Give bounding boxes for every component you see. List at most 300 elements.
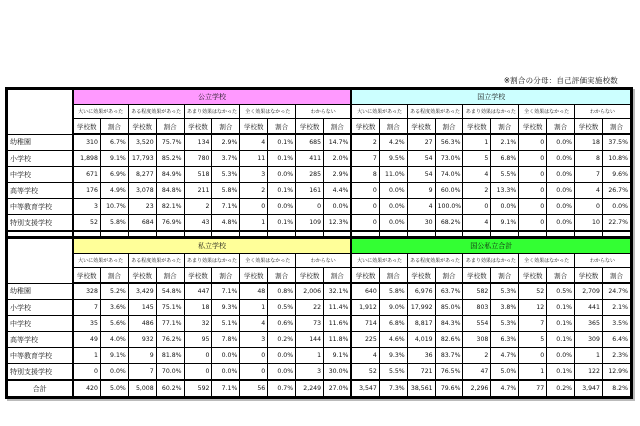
school-count-cell: 0 <box>519 215 547 232</box>
ratio-cell: 73.0% <box>435 151 463 167</box>
school-count-cell: 32 <box>184 316 212 332</box>
table-row <box>8 283 631 300</box>
school-count-cell: 4 <box>240 134 268 151</box>
school-count-cell: 7 <box>73 300 101 316</box>
school-count-cell: 4,019 <box>407 332 435 348</box>
ratio-cell: 30.0% <box>324 364 352 381</box>
school-count-cell: 27 <box>407 134 435 151</box>
ratio-cell: 0.5% <box>268 300 296 316</box>
ratio-cell: 0.1% <box>268 134 296 151</box>
ratio-cell: 10.7% <box>100 199 128 215</box>
table-public-national <box>5 87 633 250</box>
row-label: 特別支援学校 <box>8 215 73 232</box>
row-label: 中学校 <box>8 167 73 183</box>
category-header: ある程度効果があった <box>407 254 463 268</box>
ratio-cell: 9.1% <box>100 151 128 167</box>
ratio-cell: 4.4% <box>324 183 352 199</box>
denominator-note: ※割合の分母：自己評価実施校数 <box>503 76 618 85</box>
ratio-cell: 5.3% <box>212 167 240 183</box>
ratio-cell: 7.8% <box>212 332 240 348</box>
ratio-cell: 5.6% <box>100 316 128 332</box>
count-header: 学校数 <box>128 119 156 135</box>
school-count-cell: 0 <box>240 364 268 381</box>
ratio-cell: 7.3% <box>379 380 407 397</box>
ratio-cell: 75.7% <box>156 134 184 151</box>
school-count-cell: 225 <box>351 332 379 348</box>
ratio-cell: 5.0% <box>100 380 128 397</box>
count-header: 学校数 <box>463 268 491 284</box>
ratio-cell: 0.0% <box>547 167 575 183</box>
ratio-cell: 0.1% <box>547 332 575 348</box>
ratio-header: 割合 <box>212 268 240 284</box>
ratio-cell: 0.0% <box>212 364 240 381</box>
ratio-cell: 0.5% <box>547 283 575 300</box>
school-count-cell: 47 <box>463 364 491 381</box>
category-header: 大いに効果があった <box>73 105 129 119</box>
ratio-cell: 60.0% <box>435 183 463 199</box>
ratio-cell: 3.8% <box>491 300 519 316</box>
school-count-cell: 7 <box>351 151 379 167</box>
count-header: 学校数 <box>128 268 156 284</box>
row-label: 中等教育学校 <box>8 199 73 215</box>
ratio-cell: 6.7% <box>100 134 128 151</box>
school-count-cell: 3 <box>240 332 268 348</box>
category-header: わからない <box>575 254 631 268</box>
ratio-cell: 32.1% <box>324 283 352 300</box>
school-count-cell: 518 <box>184 167 212 183</box>
ratio-cell: 2.0% <box>324 151 352 167</box>
ratio-cell: 4.2% <box>379 134 407 151</box>
ratio-cell: 8.2% <box>602 380 630 397</box>
school-count-cell: 0 <box>463 199 491 215</box>
category-header: 全く効果はなかった <box>519 105 575 119</box>
category-header: あまり効果はなかった <box>463 105 519 119</box>
ratio-cell: 2.3% <box>602 348 630 364</box>
school-count-cell: 365 <box>575 316 603 332</box>
row-label: 中等教育学校 <box>8 348 73 364</box>
school-count-cell: 8,817 <box>407 316 435 332</box>
ratio-header: 割合 <box>100 119 128 135</box>
ratio-cell: 0.0% <box>268 167 296 183</box>
ratio-cell: 84.3% <box>435 316 463 332</box>
school-count-cell: 1 <box>575 348 603 364</box>
school-count-cell: 2 <box>463 183 491 199</box>
school-count-cell: 780 <box>184 151 212 167</box>
ratio-cell: 5.1% <box>212 316 240 332</box>
ratio-cell: 24.7% <box>602 283 630 300</box>
category-header: ある程度効果があった <box>128 254 184 268</box>
table-row <box>8 183 631 199</box>
count-header: 学校数 <box>575 268 603 284</box>
ratio-cell: 0.0% <box>100 364 128 381</box>
school-count-cell: 18 <box>575 134 603 151</box>
ratio-cell: 83.7% <box>435 348 463 364</box>
ratio-cell: 4.9% <box>100 183 128 199</box>
ratio-cell: 0.8% <box>268 283 296 300</box>
ratio-cell: 0.0% <box>379 215 407 232</box>
ratio-cell: 5.3% <box>491 283 519 300</box>
school-count-cell: 161 <box>296 183 324 199</box>
school-count-cell: 2,249 <box>296 380 324 397</box>
school-count-cell: 77 <box>519 380 547 397</box>
school-count-cell: 0 <box>184 364 212 381</box>
school-count-cell: 420 <box>73 380 101 397</box>
ratio-header: 割合 <box>268 119 296 135</box>
row-label: 中学校 <box>8 316 73 332</box>
ratio-cell: 9.3% <box>379 348 407 364</box>
school-count-cell: 0 <box>519 167 547 183</box>
school-count-cell: 0 <box>240 199 268 215</box>
row-label: 高等学校 <box>8 332 73 348</box>
ratio-header: 割合 <box>212 119 240 135</box>
ratio-cell: 9.1% <box>100 348 128 364</box>
school-count-cell: 308 <box>463 332 491 348</box>
ratio-cell: 2.1% <box>491 134 519 151</box>
ratio-cell: 4.7% <box>491 348 519 364</box>
category-header: あまり効果はなかった <box>184 105 240 119</box>
school-count-cell: 714 <box>351 316 379 332</box>
table-row <box>8 332 631 348</box>
school-count-cell: 5,008 <box>128 380 156 397</box>
school-count-cell: 2 <box>351 134 379 151</box>
school-count-cell: 1,912 <box>351 300 379 316</box>
school-count-cell: 932 <box>128 332 156 348</box>
ratio-cell: 76.2% <box>156 332 184 348</box>
school-count-cell: 592 <box>184 380 212 397</box>
ratio-cell: 0.1% <box>268 215 296 232</box>
count-header: 学校数 <box>407 119 435 135</box>
ratio-cell: 9.5% <box>379 151 407 167</box>
count-header: 学校数 <box>240 268 268 284</box>
ratio-cell: 5.8% <box>212 183 240 199</box>
ratio-cell: 12.9% <box>602 364 630 381</box>
ratio-header: 割合 <box>324 119 352 135</box>
school-count-cell: 17,992 <box>407 300 435 316</box>
table-row <box>8 151 631 167</box>
count-header: 学校数 <box>73 119 101 135</box>
school-count-cell: 4 <box>575 183 603 199</box>
ratio-cell: 76.5% <box>435 364 463 381</box>
school-count-cell: 684 <box>128 215 156 232</box>
school-count-cell: 803 <box>463 300 491 316</box>
school-count-cell: 18 <box>184 300 212 316</box>
ratio-cell: 0.0% <box>268 199 296 215</box>
school-count-cell: 0 <box>296 199 324 215</box>
school-count-cell: 2,296 <box>463 380 491 397</box>
school-count-cell: 1 <box>463 134 491 151</box>
ratio-header: 割合 <box>547 119 575 135</box>
school-count-cell: 134 <box>184 134 212 151</box>
ratio-cell: 100.0% <box>435 199 463 215</box>
school-count-cell: 17,793 <box>128 151 156 167</box>
school-count-cell: 4 <box>463 215 491 232</box>
school-count-cell: 22 <box>296 300 324 316</box>
school-count-cell: 52 <box>73 215 101 232</box>
school-count-cell: 582 <box>463 283 491 300</box>
ratio-cell: 37.5% <box>602 134 630 151</box>
school-count-cell: 2 <box>463 348 491 364</box>
corner-cell <box>8 90 73 135</box>
ratio-cell: 54.8% <box>156 283 184 300</box>
school-count-cell: 122 <box>575 364 603 381</box>
ratio-cell: 5.8% <box>100 215 128 232</box>
ratio-cell: 7.1% <box>212 380 240 397</box>
ratio-cell: 0.0% <box>547 183 575 199</box>
school-count-cell: 7 <box>128 364 156 381</box>
ratio-cell: 0.0% <box>547 151 575 167</box>
school-count-cell: 0 <box>519 151 547 167</box>
ratio-header: 割合 <box>156 119 184 135</box>
ratio-header: 割合 <box>547 268 575 284</box>
school-count-cell: 5 <box>463 151 491 167</box>
school-count-cell: 4 <box>407 199 435 215</box>
ratio-cell: 0.0% <box>602 199 630 215</box>
table-row <box>8 364 631 381</box>
school-count-cell: 0 <box>351 183 379 199</box>
row-label: 幼稚園 <box>8 283 73 300</box>
group-header: 国公私立合計 <box>351 239 630 254</box>
school-count-cell: 12 <box>519 300 547 316</box>
ratio-cell: 77.1% <box>156 316 184 332</box>
school-count-cell: 486 <box>128 316 156 332</box>
school-count-cell: 3,520 <box>128 134 156 151</box>
ratio-cell: 0.1% <box>547 300 575 316</box>
school-count-cell: 38,561 <box>407 380 435 397</box>
school-count-cell: 0 <box>240 348 268 364</box>
school-count-cell: 7 <box>519 316 547 332</box>
table-row <box>8 300 631 316</box>
school-count-cell: 211 <box>184 183 212 199</box>
school-count-cell: 0 <box>73 364 101 381</box>
category-header: 大いに効果があった <box>73 254 129 268</box>
ratio-cell: 27.0% <box>324 380 352 397</box>
ratio-cell: 6.4% <box>602 332 630 348</box>
ratio-cell: 5.3% <box>491 316 519 332</box>
school-count-cell: 3 <box>296 364 324 381</box>
table-row <box>8 215 631 232</box>
row-label: 高等学校 <box>8 183 73 199</box>
ratio-cell: 0.0% <box>547 134 575 151</box>
ratio-header: 割合 <box>100 268 128 284</box>
category-header: わからない <box>296 254 352 268</box>
ratio-cell: 0.0% <box>379 183 407 199</box>
school-count-cell: 10 <box>575 215 603 232</box>
ratio-cell: 63.7% <box>435 283 463 300</box>
ratio-cell: 6.8% <box>379 316 407 332</box>
ratio-header: 割合 <box>435 119 463 135</box>
school-count-cell: 145 <box>128 300 156 316</box>
ratio-cell: 0.0% <box>491 199 519 215</box>
ratio-cell: 85.0% <box>435 300 463 316</box>
school-count-cell: 73 <box>296 316 324 332</box>
category-header: 全く効果はなかった <box>240 254 296 268</box>
ratio-header: 割合 <box>435 268 463 284</box>
school-count-cell: 109 <box>296 215 324 232</box>
group-header: 国立学校 <box>351 90 630 105</box>
school-count-cell: 309 <box>575 332 603 348</box>
count-header: 学校数 <box>73 268 101 284</box>
ratio-cell: 0.1% <box>547 316 575 332</box>
ratio-cell: 79.6% <box>435 380 463 397</box>
school-count-cell: 52 <box>351 364 379 381</box>
school-count-cell: 6,976 <box>407 283 435 300</box>
row-label: 小学校 <box>8 151 73 167</box>
school-count-cell: 1,898 <box>73 151 101 167</box>
ratio-cell: 0.2% <box>268 332 296 348</box>
ratio-cell: 3.5% <box>602 316 630 332</box>
ratio-cell: 0.0% <box>268 364 296 381</box>
ratio-cell: 22.7% <box>602 215 630 232</box>
total-row <box>8 380 631 397</box>
category-header: あまり効果はなかった <box>463 254 519 268</box>
ratio-cell: 6.9% <box>100 167 128 183</box>
ratio-cell: 5.8% <box>379 283 407 300</box>
school-count-cell: 95 <box>184 332 212 348</box>
school-count-cell: 35 <box>73 316 101 332</box>
ratio-cell: 0.0% <box>379 199 407 215</box>
ratio-header: 割合 <box>156 268 184 284</box>
ratio-cell: 85.2% <box>156 151 184 167</box>
table-row <box>8 134 631 151</box>
ratio-cell: 9.1% <box>324 348 352 364</box>
table-row <box>8 348 631 364</box>
ratio-header: 割合 <box>268 268 296 284</box>
ratio-cell: 0.6% <box>268 316 296 332</box>
ratio-cell: 6.8% <box>491 151 519 167</box>
ratio-cell: 81.8% <box>156 348 184 364</box>
school-count-cell: 1 <box>519 364 547 381</box>
ratio-cell: 2.1% <box>602 300 630 316</box>
ratio-cell: 74.0% <box>435 167 463 183</box>
school-count-cell: 441 <box>575 300 603 316</box>
school-count-cell: 0 <box>519 183 547 199</box>
ratio-cell: 0.0% <box>212 348 240 364</box>
school-count-cell: 3 <box>240 167 268 183</box>
school-count-cell: 447 <box>184 283 212 300</box>
count-header: 学校数 <box>519 268 547 284</box>
count-header: 学校数 <box>463 119 491 135</box>
school-count-cell: 554 <box>463 316 491 332</box>
row-label: 小学校 <box>8 300 73 316</box>
ratio-cell: 56.3% <box>435 134 463 151</box>
count-header: 学校数 <box>575 119 603 135</box>
school-count-cell: 0 <box>184 348 212 364</box>
ratio-cell: 11.4% <box>324 300 352 316</box>
ratio-cell: 0.0% <box>547 348 575 364</box>
ratio-cell: 7.1% <box>212 283 240 300</box>
ratio-cell: 26.7% <box>602 183 630 199</box>
count-header: 学校数 <box>407 268 435 284</box>
school-count-cell: 285 <box>296 167 324 183</box>
ratio-cell: 84.8% <box>156 183 184 199</box>
ratio-cell: 2.9% <box>212 134 240 151</box>
ratio-cell: 0.0% <box>268 348 296 364</box>
school-count-cell: 640 <box>351 283 379 300</box>
ratio-cell: 11.0% <box>379 167 407 183</box>
count-header: 学校数 <box>184 268 212 284</box>
school-count-cell: 2,006 <box>296 283 324 300</box>
group-header: 私立学校 <box>73 239 352 254</box>
count-header: 学校数 <box>296 119 324 135</box>
school-count-cell: 7 <box>575 167 603 183</box>
ratio-cell: 2.9% <box>324 167 352 183</box>
school-count-cell: 30 <box>407 215 435 232</box>
school-count-cell: 685 <box>296 134 324 151</box>
school-count-cell: 54 <box>407 151 435 167</box>
count-header: 学校数 <box>519 119 547 135</box>
ratio-header: 割合 <box>602 119 630 135</box>
school-count-cell: 43 <box>184 215 212 232</box>
corner-cell <box>8 239 73 284</box>
ratio-cell: 0.0% <box>547 199 575 215</box>
school-count-cell: 48 <box>240 283 268 300</box>
school-count-cell: 176 <box>73 183 101 199</box>
ratio-cell: 68.2% <box>435 215 463 232</box>
ratio-cell: 82.1% <box>156 199 184 215</box>
count-header: 学校数 <box>240 119 268 135</box>
ratio-cell: 5.5% <box>379 364 407 381</box>
school-count-cell: 0 <box>351 199 379 215</box>
school-count-cell: 721 <box>407 364 435 381</box>
ratio-cell: 14.7% <box>324 134 352 151</box>
ratio-cell: 5.2% <box>100 283 128 300</box>
school-count-cell: 3 <box>73 199 101 215</box>
school-count-cell: 411 <box>296 151 324 167</box>
count-header: 学校数 <box>351 119 379 135</box>
school-count-cell: 3,429 <box>128 283 156 300</box>
ratio-cell: 0.1% <box>268 183 296 199</box>
ratio-cell: 10.8% <box>602 151 630 167</box>
school-count-cell: 1 <box>240 300 268 316</box>
ratio-cell: 4.0% <box>100 332 128 348</box>
school-count-cell: 4 <box>351 348 379 364</box>
category-header: 全く効果はなかった <box>240 105 296 119</box>
ratio-cell: 70.0% <box>156 364 184 381</box>
ratio-cell: 9.0% <box>379 300 407 316</box>
school-count-cell: 56 <box>240 380 268 397</box>
school-count-cell: 3,078 <box>128 183 156 199</box>
school-count-cell: 5 <box>519 332 547 348</box>
school-count-cell: 0 <box>519 348 547 364</box>
ratio-cell: 82.6% <box>435 332 463 348</box>
ratio-cell: 7.1% <box>212 199 240 215</box>
ratio-cell: 0.2% <box>547 380 575 397</box>
ratio-cell: 3.7% <box>212 151 240 167</box>
ratio-header: 割合 <box>324 268 352 284</box>
school-count-cell: 2 <box>240 183 268 199</box>
school-count-cell: 9 <box>407 183 435 199</box>
ratio-cell: 12.3% <box>324 215 352 232</box>
ratio-cell: 4.7% <box>491 380 519 397</box>
category-header: 全く効果はなかった <box>519 254 575 268</box>
category-header: あまり効果はなかった <box>184 254 240 268</box>
ratio-header: 割合 <box>379 119 407 135</box>
school-count-cell: 3,947 <box>575 380 603 397</box>
category-header: ある程度効果があった <box>407 105 463 119</box>
ratio-cell: 0.1% <box>547 364 575 381</box>
category-header: わからない <box>296 105 352 119</box>
school-count-cell: 2,709 <box>575 283 603 300</box>
ratio-cell: 75.1% <box>156 300 184 316</box>
table-row <box>8 316 631 332</box>
ratio-header: 割合 <box>491 119 519 135</box>
school-count-cell: 8,277 <box>128 167 156 183</box>
school-count-cell: 54 <box>407 167 435 183</box>
school-count-cell: 8 <box>575 151 603 167</box>
row-label: 合計 <box>8 380 73 397</box>
school-count-cell: 4 <box>463 167 491 183</box>
ratio-cell: 5.5% <box>491 167 519 183</box>
